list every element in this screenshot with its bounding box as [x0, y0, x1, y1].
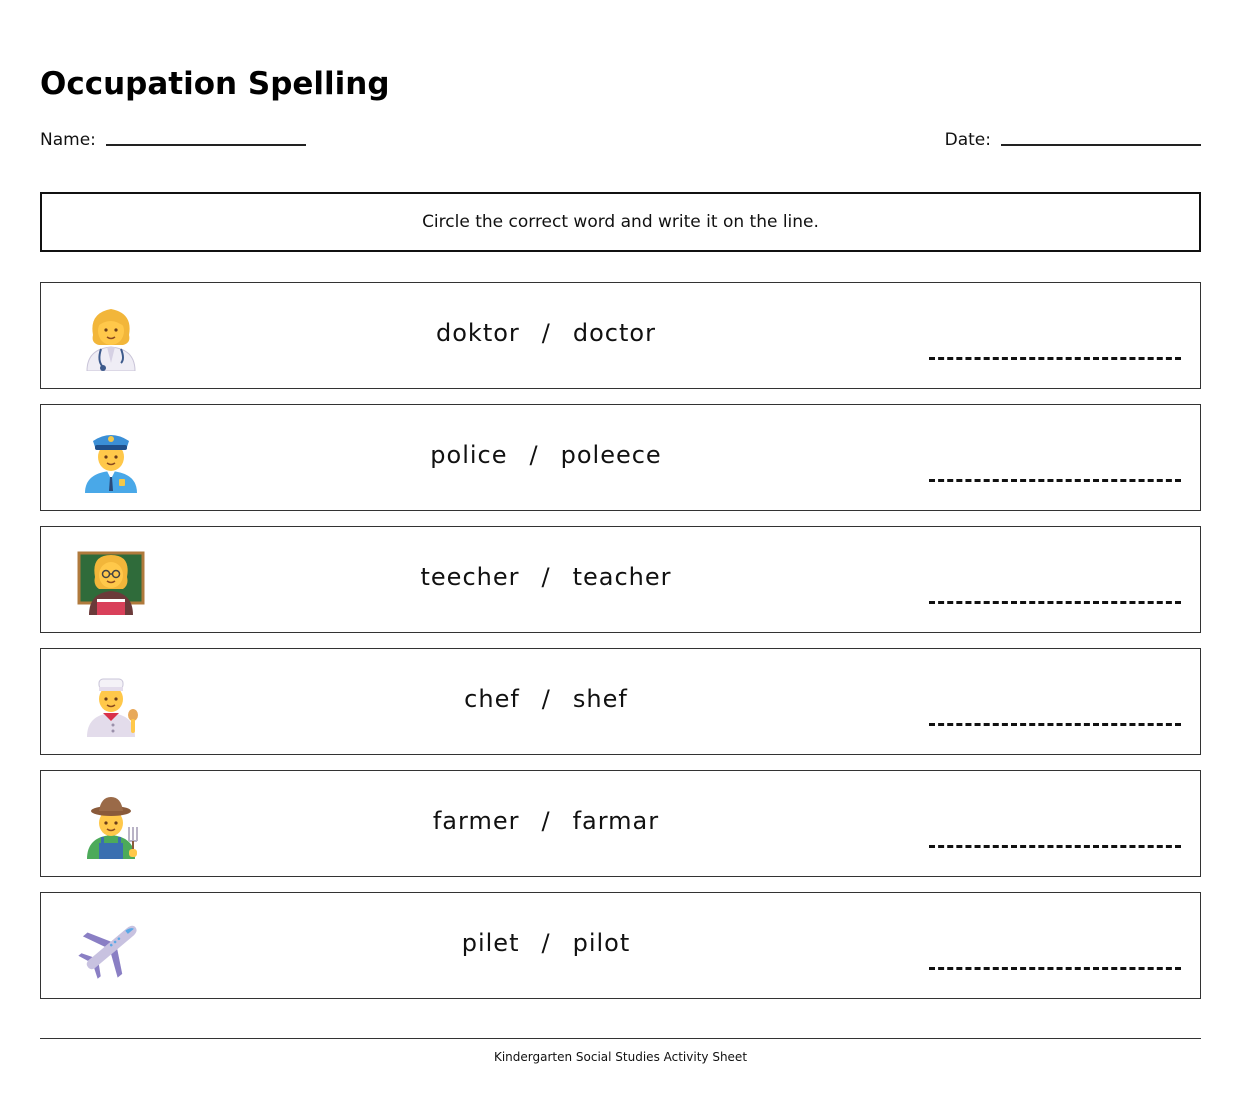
word-option[interactable]: teacher: [572, 563, 672, 591]
word-option[interactable]: police: [430, 441, 508, 469]
word-option[interactable]: shef: [572, 685, 628, 713]
footer-text: Kindergarten Social Studies Activity Sheet: [493, 1050, 748, 1064]
footer-divider: [40, 1038, 1201, 1039]
date-label: Date:: [944, 130, 991, 150]
answer-line[interactable]: [929, 479, 1181, 482]
answer-line[interactable]: [929, 723, 1181, 726]
separator: /: [541, 319, 551, 347]
word-option[interactable]: pilot: [572, 929, 631, 957]
airplane-icon: [77, 915, 145, 981]
instructions-text: Circle the correct word and write it on the line.: [422, 212, 819, 232]
question-row: [40, 526, 1201, 633]
word-choices: [371, 441, 721, 469]
chef-icon: [77, 671, 145, 737]
teacher-icon: [77, 549, 145, 615]
word-option[interactable]: farmar: [572, 807, 660, 835]
word-choices: [371, 807, 721, 835]
police-officer-icon: [77, 427, 145, 493]
name-write-line[interactable]: [106, 144, 306, 146]
separator: /: [541, 685, 551, 713]
word-choices: [371, 685, 721, 713]
page-title: Occupation Spelling: [40, 66, 390, 102]
question-list: [40, 282, 1201, 1014]
date-field: [945, 128, 1201, 152]
word-choices: [371, 929, 721, 957]
word-choices: [371, 319, 721, 347]
date-write-line[interactable]: [1001, 144, 1201, 146]
word-option[interactable]: doktor: [436, 319, 520, 347]
farmer-icon: [77, 793, 145, 859]
word-option[interactable]: pilet: [461, 929, 520, 957]
question-row: [40, 892, 1201, 999]
word-option[interactable]: doctor: [572, 319, 656, 347]
answer-line[interactable]: [929, 601, 1181, 604]
word-option[interactable]: chef: [464, 685, 520, 713]
question-row: [40, 770, 1201, 877]
answer-line[interactable]: [929, 357, 1181, 360]
question-row: [40, 282, 1201, 389]
separator: /: [529, 441, 539, 469]
separator: /: [541, 807, 551, 835]
answer-line[interactable]: [929, 845, 1181, 848]
doctor-icon: [77, 305, 145, 371]
word-option[interactable]: teecher: [420, 563, 520, 591]
question-row: [40, 648, 1201, 755]
word-option[interactable]: farmer: [432, 807, 520, 835]
name-field: [40, 128, 306, 152]
question-row: [40, 404, 1201, 511]
word-option[interactable]: poleece: [560, 441, 662, 469]
instructions-box: [40, 192, 1201, 252]
separator: /: [541, 563, 551, 591]
separator: /: [541, 929, 551, 957]
answer-line[interactable]: [929, 967, 1181, 970]
word-choices: [371, 563, 721, 591]
name-label: Name:: [40, 130, 96, 150]
